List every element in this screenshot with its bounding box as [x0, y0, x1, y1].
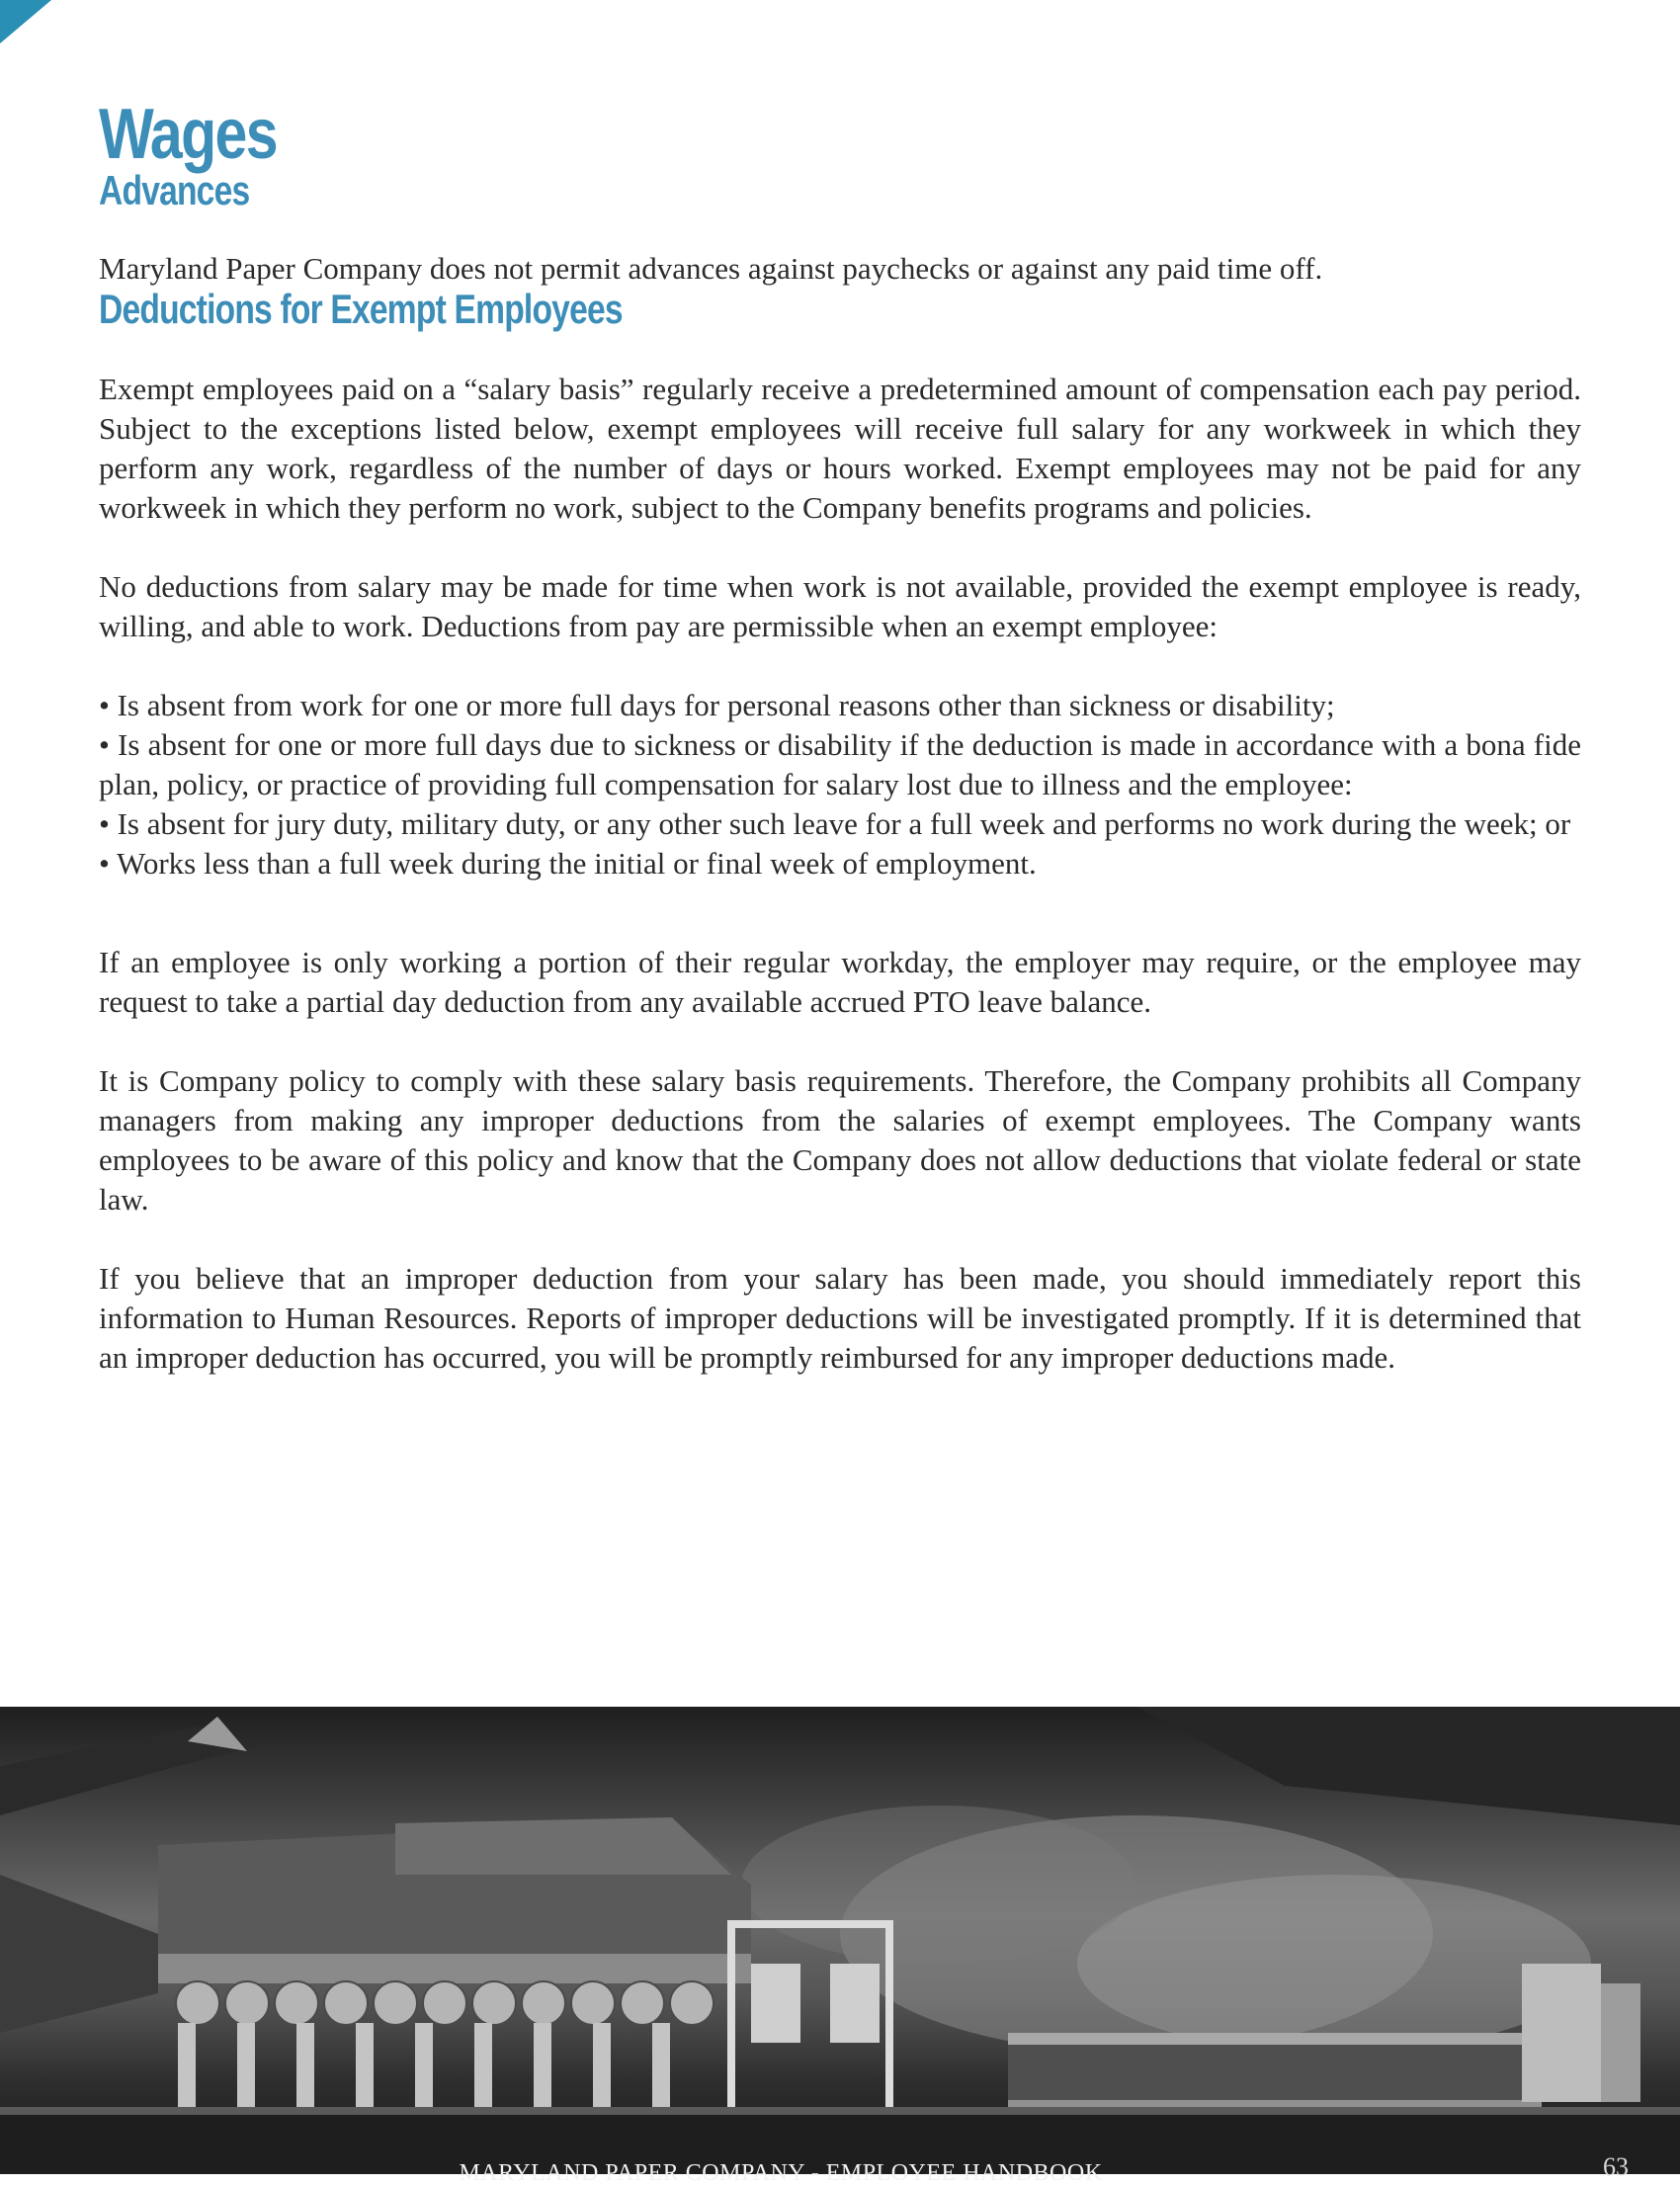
deductions-paragraph-permissible: No deductions from salary may be made for time when work is not available, provided the exempt employee is ready, willing, and able to work. Deductions from pay are permissible when an exempt employee:	[99, 569, 1581, 643]
list-item: • Is absent for one or more full days due to sickness or disability if the deduction is made in accordance with a bona fide plan, policy, or practice of providing full compensation for salary lost due to illness and the employee:	[99, 727, 1581, 801]
reporting-paragraph: If you believe that an improper deduction from your salary has been made, you should immediately report this information to Human Resources. Reports of improper deductions will be investigated promptly. If it is determined that an improper deduction has occurred, you will be promptly reimbursed for any improper deductions made.	[99, 1261, 1581, 1375]
list-item: • Works less than a full week during the initial or final week of employment.	[99, 846, 1037, 881]
list-item: • Is absent from work for one or more full days for personal reasons other than sickness or disability;	[99, 688, 1335, 722]
partial-day-paragraph: If an employee is only working a portion of their regular workday, the employer may require, or the employee may request to take a partial day deduction from any available accrued PTO leave balance.	[99, 945, 1581, 1019]
main-content	[99, 95, 1581, 1378]
corner-tab-decoration	[0, 0, 51, 43]
footer-handbook-title: MARYLAND PAPER COMPANY - EMPLOYEE HANDBOOK	[459, 2160, 1103, 2186]
section-heading-advances: Advances	[99, 167, 250, 213]
deductions-bullet-list	[99, 686, 1581, 883]
company-policy-paragraph: It is Company policy to comply with these salary basis requirements. Therefore, the Company prohibits all Company managers from making any improper deductions from the salaries of exempt employees. The Company wants employees to be aware of this policy and know that the Company does not allow deductions that violate federal or state law.	[99, 1063, 1581, 1217]
list-item: • Is absent for jury duty, military duty, or any other such leave for a full week and performs no work during the week; or	[99, 806, 1571, 841]
page-title: Wages	[99, 95, 277, 174]
deductions-paragraph-salary-basis: Exempt employees paid on a “salary basis” regularly receive a predetermined amount of compensation each pay period. Subject to the exceptions listed below, exempt employees will receive full salary for any workweek in which they perform any work, regardless of the number of days or hours worked. Exempt employees may not be paid for any workweek in which they perform no work, subject to the Company benefits programs and policies.	[99, 372, 1581, 525]
paper-machine-photo	[0, 1707, 1680, 2174]
advances-paragraph: Maryland Paper Company does not permit advances against paychecks or against any paid time off.	[99, 251, 1323, 286]
section-heading-deductions: Deductions for Exempt Employees	[99, 286, 623, 332]
page-number: 63	[1603, 2152, 1629, 2181]
